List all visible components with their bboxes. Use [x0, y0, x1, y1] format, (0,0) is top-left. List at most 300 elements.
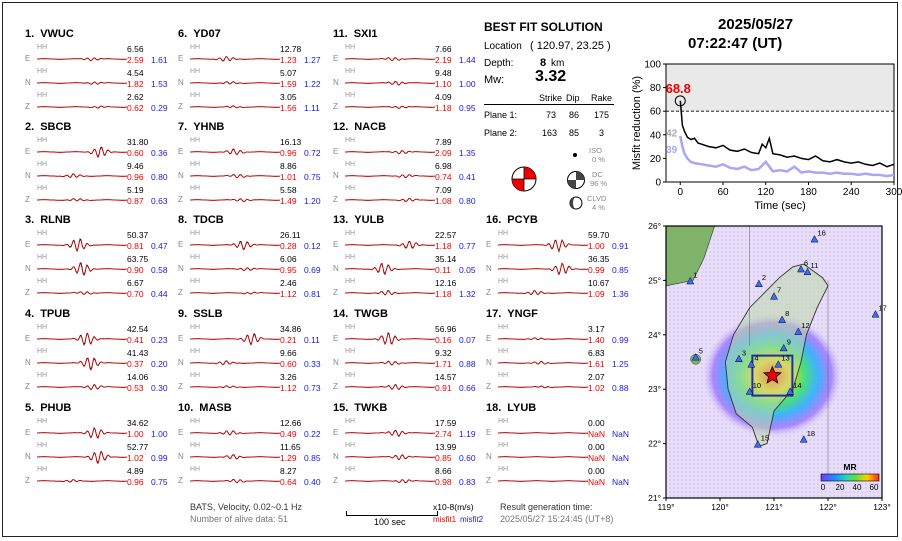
x-tick-label: 300 [885, 187, 902, 198]
plane1-rake: 175 [594, 110, 610, 120]
station-title [333, 121, 386, 133]
synthetic-waveform [37, 452, 127, 463]
component-label: Z [25, 102, 30, 111]
peak-amplitude: 8.27 [280, 466, 297, 476]
component-label: Z [178, 382, 183, 391]
dip-header: Dip [566, 93, 580, 103]
lon-tick-label: 120° [711, 502, 729, 512]
peak-amplitude: 9.66 [280, 348, 297, 358]
station-number: 9. [178, 308, 188, 320]
misfit1-value: 1.71 [435, 359, 452, 369]
component-label: Z [178, 195, 183, 204]
waveform [190, 262, 280, 276]
misfit2-value: 0.85 [612, 265, 629, 275]
misfit2-value: 1.11 [304, 103, 320, 113]
station-code: SXI1 [353, 28, 378, 40]
misfit1-value: NaN [588, 477, 606, 487]
peak-amplitude: 52.77 [127, 442, 149, 452]
misfit1-value: 1.59 [280, 79, 297, 89]
synthetic-waveform [498, 481, 588, 482]
misfit2-value: 0.83 [459, 477, 476, 487]
component-label: E [178, 147, 184, 156]
misfit1-value: 1.23 [280, 55, 297, 65]
station-yd07 [178, 28, 328, 126]
waveform [37, 262, 127, 276]
peak-amplitude: 6.06 [280, 254, 297, 264]
misfit1-value: 1.56 [280, 103, 297, 113]
component-label: Z [333, 195, 338, 204]
station-number: 1. [25, 28, 35, 40]
channel-label: HH [190, 418, 201, 425]
synthetic-waveform [37, 240, 127, 250]
channel-label: HH [498, 230, 509, 237]
trace-z [178, 94, 328, 118]
misfit2-value: 0.23 [151, 335, 168, 345]
dc-value: 96 % [590, 179, 608, 188]
waveform [190, 76, 280, 90]
trace-n [486, 444, 636, 468]
trace-z [486, 280, 636, 304]
trace-e [178, 326, 328, 350]
component-label: N [333, 452, 339, 461]
component-label: N [178, 264, 184, 273]
waveform [498, 474, 588, 488]
waveform [37, 286, 127, 300]
peak-amplitude: 50.37 [127, 230, 149, 240]
station-nacb [333, 121, 483, 219]
station-label: 3 [741, 348, 747, 358]
synthetic-waveform [37, 359, 127, 369]
station-label: 6 [804, 258, 809, 268]
x-tick-label: 240 [842, 187, 860, 198]
channel-label: HH [190, 137, 201, 144]
synthetic-waveform [345, 242, 435, 248]
waveform [37, 238, 127, 252]
peak-amplitude: 9.32 [435, 348, 452, 358]
misfit2-value: 1.00 [459, 79, 476, 89]
waveform [345, 100, 435, 114]
peak-amplitude: 36.35 [588, 254, 610, 264]
channel-label: HH [190, 44, 201, 51]
component-label: N [333, 78, 339, 87]
channel-label: HH [190, 254, 201, 261]
station-number: 6. [178, 28, 188, 40]
annotation-39: 39 [666, 144, 678, 156]
trace-z [333, 94, 483, 118]
peak-amplitude: 34.86 [280, 324, 302, 334]
channel-label: HH [345, 185, 356, 192]
station-title [486, 402, 536, 414]
station-sslb [178, 308, 328, 406]
colorbar-tick-label: 0 [820, 483, 826, 492]
synthetic-waveform [498, 457, 588, 458]
component-label: E [25, 428, 31, 437]
station-number: 13. [333, 214, 349, 226]
station-number: 4. [25, 308, 35, 320]
trace-e [178, 139, 328, 163]
synthetic-waveform [498, 338, 588, 340]
component-label: E [333, 147, 339, 156]
rake-header: Rake [591, 93, 613, 103]
waveform [345, 52, 435, 66]
y-tick-label: 80 [649, 83, 661, 95]
component-label: E [486, 334, 492, 343]
peak-amplitude: 14.57 [435, 372, 457, 382]
station-label: 17 [878, 303, 887, 313]
synthetic-waveform [498, 291, 588, 294]
misfit2-value: 0.36 [151, 148, 168, 158]
waveform [498, 450, 588, 464]
x-tick-label: 180 [800, 187, 817, 198]
component-label: E [486, 428, 492, 437]
peak-amplitude: 22.57 [435, 230, 457, 240]
waveform [37, 332, 127, 346]
station-code: SBCB [40, 121, 72, 133]
channel-label: HH [190, 442, 201, 449]
waveform [345, 145, 435, 159]
misfit1-value: 1.00 [588, 241, 605, 251]
depth-unit: km [551, 58, 565, 69]
component-label: Z [25, 476, 30, 485]
misfit2-value: 0.30 [151, 383, 168, 393]
component-label: E [178, 240, 184, 249]
peak-amplitude: 14.06 [127, 372, 149, 382]
synthetic-waveform [345, 58, 435, 61]
misfit2-value: 0.22 [304, 429, 321, 439]
station-title [333, 402, 387, 414]
peak-amplitude: 56.96 [435, 324, 457, 334]
lat-tick-label: 21° [648, 493, 661, 503]
station-sbcb [25, 121, 175, 219]
channel-label: HH [498, 254, 509, 261]
misfit2-value: 1.00 [151, 429, 168, 439]
synthetic-waveform [190, 106, 280, 108]
channel-label: HH [190, 68, 201, 75]
event-time: 07:22:47 (UT) [688, 35, 783, 52]
peak-value: 68.8 [665, 80, 691, 96]
peak-amplitude: 0.00 [588, 418, 605, 428]
trace-z [178, 187, 328, 211]
peak-amplitude: 9.48 [435, 68, 452, 78]
station-label: 14 [793, 380, 802, 390]
station-code: RLNB [40, 214, 71, 226]
trace-z [25, 468, 175, 492]
peak-amplitude: 63.75 [127, 254, 149, 264]
trace-z [25, 374, 175, 398]
synthetic-waveform [345, 199, 435, 202]
synthetic-waveform [498, 264, 588, 274]
component-label: E [333, 54, 339, 63]
channel-label: HH [190, 466, 201, 473]
clvd-value: 4 % [592, 203, 605, 212]
channel-label: HH [37, 92, 48, 99]
observed-waveform [190, 241, 280, 249]
trace-n [25, 70, 175, 94]
trace-e [333, 46, 483, 70]
trace-n [25, 256, 175, 280]
misfit2-value: 1.35 [459, 148, 476, 158]
station-sxi1 [333, 28, 483, 126]
lon-tick-label: 121° [765, 502, 783, 512]
synthetic-waveform [345, 106, 435, 108]
peak-amplitude: 6.67 [127, 278, 144, 288]
station-number: 3. [25, 214, 35, 226]
component-label: N [333, 358, 339, 367]
component-label: E [333, 240, 339, 249]
station-code: MASB [199, 402, 232, 414]
channel-label: HH [498, 418, 509, 425]
misfit2-value: 0.91 [612, 241, 629, 251]
waveform [345, 193, 435, 207]
trace-z [178, 280, 328, 304]
synthetic-waveform [190, 150, 280, 155]
channel-label: HH [37, 418, 48, 425]
network-info: BATS, Velocity, 0.02~0.1 Hz [190, 502, 302, 512]
waveform [37, 356, 127, 370]
channel-label: HH [345, 466, 356, 473]
channel-label: HH [190, 278, 201, 285]
component-label: N [25, 78, 31, 87]
waveform [498, 286, 588, 300]
station-label: 12 [801, 321, 810, 331]
station-title [178, 121, 224, 133]
trace-n [333, 256, 483, 280]
station-title [333, 308, 388, 320]
station-code: TDCB [193, 214, 224, 226]
component-label: Z [333, 288, 338, 297]
waveform [190, 238, 280, 252]
channel-label: HH [345, 254, 356, 261]
component-label: Z [178, 288, 183, 297]
station-code: PHUB [40, 402, 72, 414]
misfit1-value: 0.41 [127, 335, 144, 345]
channel-label: HH [498, 324, 509, 331]
peak-amplitude: 8.86 [280, 161, 297, 171]
channel-label: HH [37, 254, 48, 261]
synthetic-waveform [345, 175, 435, 178]
misfit2-value: 1.22 [304, 79, 321, 89]
waveform [37, 380, 127, 394]
trace-n [178, 163, 328, 187]
synthetic-waveform [345, 291, 435, 295]
station-yulb [333, 214, 483, 312]
component-label: E [486, 240, 492, 249]
channel-label: HH [498, 442, 509, 449]
component-label: Z [486, 382, 491, 391]
channel-label: HH [190, 185, 201, 192]
misfit2-value: 0.72 [304, 148, 321, 158]
synthetic-waveform [345, 385, 435, 389]
waveform [37, 100, 127, 114]
plane-divider [484, 104, 614, 105]
lat-tick-label: 24° [648, 329, 661, 340]
synthetic-waveform [190, 292, 280, 294]
misfit2-value: 0.73 [304, 383, 321, 393]
component-label: N [25, 264, 31, 273]
peak-amplitude: 12.78 [280, 44, 302, 54]
peak-amplitude: 7.89 [435, 137, 452, 147]
station-label: 18 [806, 428, 816, 438]
misfit2-value: 0.95 [459, 103, 476, 113]
misfit1-value: 0.21 [280, 335, 297, 345]
trace-z [486, 374, 636, 398]
station-label: 1 [693, 270, 698, 280]
colorbar-tick-label: 40 [852, 483, 862, 492]
trace-e [178, 232, 328, 256]
peak-amplitude: 34.62 [127, 418, 149, 428]
misfit1-value: 1.02 [127, 453, 144, 463]
component-label: Z [25, 288, 30, 297]
trace-z [486, 468, 636, 492]
component-label: E [333, 428, 339, 437]
peak-amplitude: 13.99 [435, 442, 457, 452]
synthetic-waveform [190, 480, 280, 483]
misfit1-value: 1.18 [435, 241, 452, 251]
peak-amplitude: 4.54 [127, 68, 144, 78]
channel-label: HH [345, 418, 356, 425]
station-title [25, 121, 71, 133]
station-code: YULB [354, 214, 385, 226]
station-label: 10 [752, 380, 762, 390]
component-label: E [178, 428, 184, 437]
channel-label: HH [37, 230, 48, 237]
peak-amplitude: 4.09 [435, 92, 452, 102]
lon-tick-label: 122° [819, 502, 837, 512]
station-code: LYUB [507, 402, 537, 414]
y-tick-label: 60 [649, 106, 661, 118]
waveform [190, 145, 280, 159]
station-label: 16 [817, 228, 826, 238]
waveform [190, 450, 280, 464]
trace-z [25, 187, 175, 211]
station-code: YHNB [193, 121, 225, 133]
y-tick-label: 20 [649, 153, 661, 165]
misfit1-value: 0.96 [280, 148, 297, 158]
result-time-label: Result generation time: [500, 502, 593, 512]
misfit1-legend: misfit1 [433, 515, 457, 524]
trace-z [333, 280, 483, 304]
misfit1-value: NaN [588, 429, 606, 439]
plane2-dip: 85 [569, 128, 580, 138]
colorbar [821, 474, 879, 481]
peak-amplitude: 59.70 [588, 230, 610, 240]
synthetic-waveform [190, 335, 280, 344]
waveform [345, 286, 435, 300]
trace-n [333, 70, 483, 94]
misfit2-value: 0.60 [459, 453, 476, 463]
component-label: N [178, 171, 184, 180]
waveform [190, 356, 280, 370]
channel-label: HH [37, 348, 48, 355]
misfit1-value: 1.02 [588, 383, 605, 393]
misfit2-value: 0.99 [612, 335, 629, 345]
misfit2-value: 0.81 [304, 289, 321, 299]
waveform [345, 262, 435, 276]
station-title [178, 308, 223, 320]
y-tick-label: 100 [644, 59, 661, 71]
peak-amplitude: 0.00 [588, 466, 605, 476]
waveform [37, 474, 127, 488]
iso-value: 0 % [592, 155, 605, 164]
plane1-label: Plane 1: [484, 110, 518, 120]
focal-mechanism-beachball [510, 165, 538, 193]
misfit1-value: 0.95 [280, 265, 297, 275]
station-label: 4 [754, 353, 759, 363]
misfit1-value: 0.11 [435, 265, 451, 275]
component-label: N [25, 452, 31, 461]
station-code: VWUC [40, 28, 74, 40]
clvd-name: CLVD [587, 194, 607, 203]
waveform [37, 52, 127, 66]
channel-label: HH [37, 185, 48, 192]
peak-amplitude: 3.17 [588, 324, 605, 334]
waveform [345, 332, 435, 346]
misfit2-value: 0.41 [459, 172, 476, 182]
peak-amplitude: 41.43 [127, 348, 149, 358]
component-label: N [486, 452, 492, 461]
misfit2-value: 0.99 [151, 453, 168, 463]
trace-e [25, 232, 175, 256]
misfit1-value: 2.74 [435, 429, 452, 439]
result-time-value: 2025/05/27 15:24:45 (UT+8) [500, 514, 614, 524]
misfit1-value: 1.40 [588, 335, 605, 345]
component-label: N [178, 78, 184, 87]
component-label: N [25, 171, 31, 180]
channel-label: HH [345, 442, 356, 449]
peak-amplitude: 3.05 [280, 92, 297, 102]
waveform [37, 169, 127, 183]
misfit2-value: 1.36 [612, 289, 629, 299]
station-number: 14. [333, 308, 349, 320]
waveform [190, 286, 280, 300]
synthetic-waveform [190, 431, 280, 435]
peak-amplitude: 9.46 [127, 161, 144, 171]
x-tick-label: 0 [677, 187, 684, 198]
trace-e [333, 232, 483, 256]
station-label: 7 [777, 285, 782, 295]
component-label: Z [333, 102, 338, 111]
misfit2-value: 0.75 [304, 172, 321, 182]
dc-icon [566, 170, 586, 190]
component-label: N [25, 358, 31, 367]
misfit2-value: 0.29 [151, 103, 168, 113]
lon-tick-label: 123° [873, 502, 891, 512]
misfit2-value: 0.47 [151, 241, 168, 251]
station-twgb [333, 308, 483, 406]
misfit1-value: 0.81 [127, 241, 144, 251]
misfit2-value: 0.07 [459, 335, 476, 345]
x-tick-label: 60 [717, 187, 729, 198]
waveform [190, 474, 280, 488]
peak-amplitude: 3.26 [280, 372, 297, 382]
x-tick-label: 120 [757, 187, 775, 198]
channel-label: HH [345, 92, 356, 99]
synthetic-waveform [190, 361, 280, 364]
misfit2-value: 0.88 [612, 383, 629, 393]
misfit2-value: 0.05 [459, 265, 476, 275]
component-label: Z [25, 195, 30, 204]
station-title [25, 308, 70, 320]
station-code: SSLB [193, 308, 223, 320]
lat-tick-label: 23° [648, 384, 661, 395]
trace-n [486, 350, 636, 374]
component-label: E [333, 334, 339, 343]
lat-tick-label: 26° [648, 221, 661, 231]
component-label: Z [178, 102, 183, 111]
misfit2-value: 0.80 [151, 172, 168, 182]
trace-e [25, 139, 175, 163]
synthetic-waveform [190, 82, 280, 84]
